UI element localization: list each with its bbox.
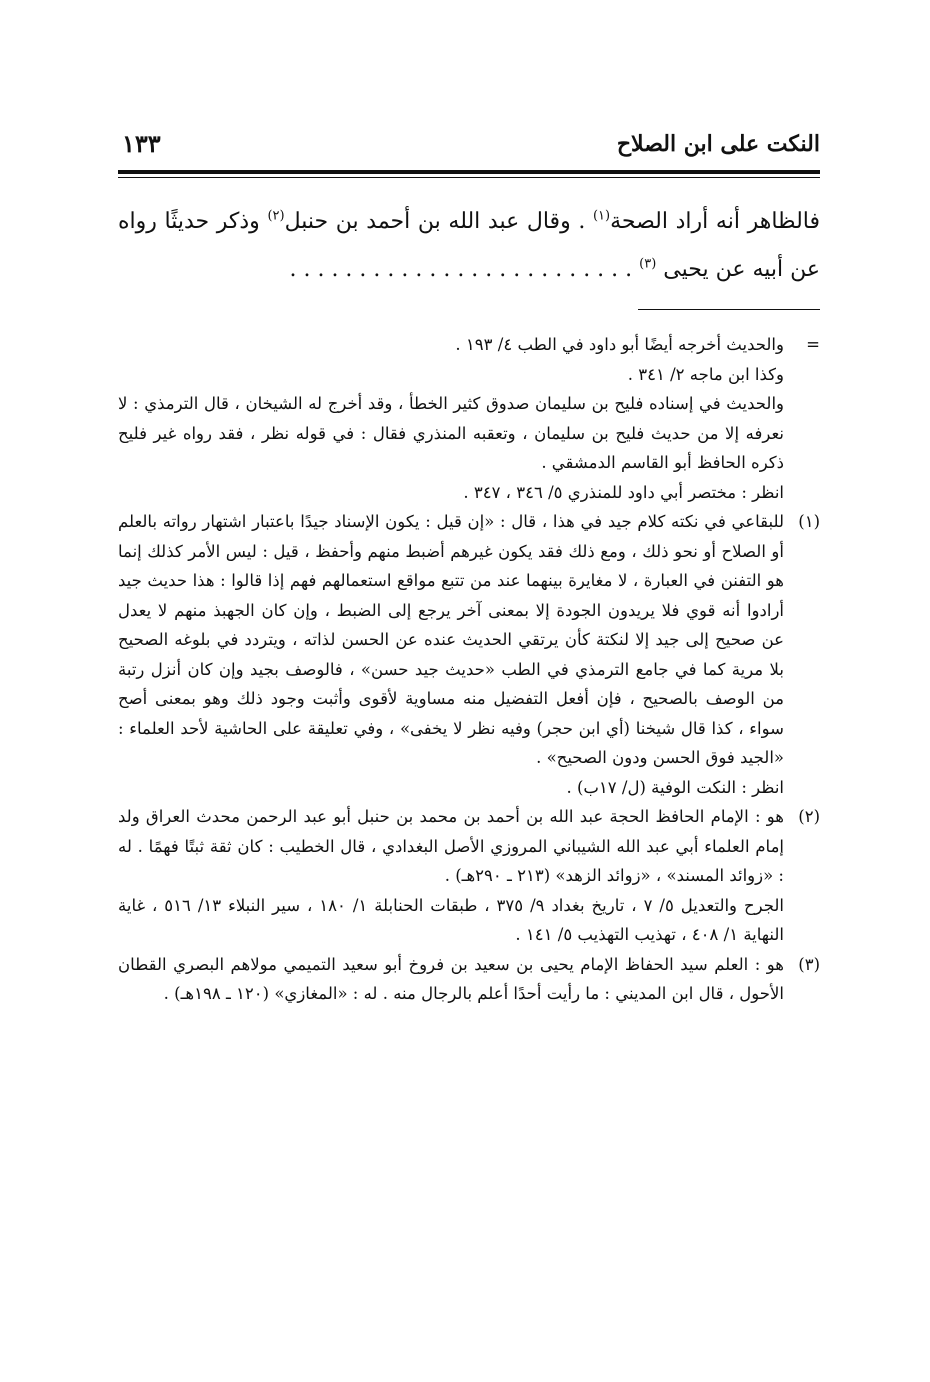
footnote-2-marker: (٢) [798,807,820,826]
footnote-separator [638,309,820,310]
footnote-continued [118,330,820,507]
page-number: ١٣٣ [122,129,161,158]
footnote-ref-3[interactable]: (٣) [639,256,657,272]
footnote-1 [118,507,820,802]
footnote-3 [118,950,820,1009]
footnote-line: الجرح والتعديل ٥/ ٧ ، تاريخ بغداد ٩/ ٣٧٥ ، طبقات الحنابلة ١/ ١٨٠ ، سير النبلاء ١٣/ ٥١٦ ، غاية النهاية ١/ ٤٠٨ ، تهذيب التهذيب ٥/ ١٤١ . [118,895,784,944]
header-rule-thick [118,170,820,174]
footnotes [118,330,820,1009]
footnote-line: انظر : النكت الوفية (ل/ ١٧ب) . [566,777,784,797]
page-header [118,128,820,164]
footnote-line: هو : الإمام الحافظ الحجة عبد الله بن أحمد بن محمد بن حنبل أبو عبد الرحمن محدث العراق ولد إمام العلماء أبي عبد الله الشيباني المروزي الأصل البغدادي ، قال الخطيب : كان ثقة ثبتًا فهمًا . له : «زوائد المسند» ، «زوائد الزهد» (٢١٣ ـ ٢٩٠هـ) . [118,807,784,885]
main-text-segment-2: . وقال عبد الله بن أحمد بن حنبل [284,209,593,234]
footnote-line: هو : العلم سيد الحفاظ الإمام يحيى بن سعيد بن فروخ أبو سعيد التميمي مولاهم البصري القطان الأحول ، قال ابن المديني : ما رأيت أحدًا أعلم بالرجال منه . له : «المغازي» (١٢٠ ـ ١٩٨هـ) . [118,954,784,1003]
header-rule-thin [118,177,820,178]
footnote-line: والحديث أخرجه أيضًا أبو داود في الطب ٤/ ١٩٣ . [455,335,784,354]
footnote-ref-2[interactable]: (٢) [267,208,285,224]
footnote-line: انظر : مختصر أبي داود للمنذري ٥/ ٣٤٦ ، ٣٤٧ . [463,482,784,502]
ellipsis-dots: . . . . . . . . . . . . . . . . . . . . . . . . . [289,257,633,282]
running-title: النكت على ابن الصلاح [616,131,820,157]
footnote-2 [118,802,820,950]
footnote-3-marker: (٣) [798,954,820,974]
continuation-marker: = [806,335,820,354]
main-text [118,198,820,294]
footnote-ref-1[interactable]: (١) [592,208,611,224]
main-text-segment-3: وذكر حديثًا رواه عن أبيه عن يحيى [118,209,820,282]
footnote-line: للبقاعي في نكته كلام جيد في هذا ، قال : «إن قيل : يكون الإسناد جيدًا باعتبار اشتهار رواته بالعلم أو الصلاح أو نحو ذلك ، ومع ذلك فقد يكون غيرهم أضبط منهم وأحفظ ، قيل : ليس الأمر كذلك إنما هو التفنن في العبارة ، لا مغايرة بينهما عند من تتبع مواقع استعمالهم فهم إذا قالوا : هذا حديث جيد أرادوا أنه قوي فلا يريدون الجودة إلا بمعنى آخر يرجع إلى الضبط ، وإن كان الجهبذ منهم لا يعدل عن صحيح إلى جيد إلا لنكتة كأن يرتقي الحديث عنده عن الحسن لذاته ، ويتردد في بلوغه الصحيح بلا مرية كما في جامع الترمذي في الطب «حديث جيد حسن» ، فالوصف بجيد وإن كان أنزل رتبة من الوصف بالصحيح ، فإن أفعل التفضيل منه مساوية لأقوى وأثبت وجود ذلك وهو بمعنى أصح سواء ، كذا قال شيخنا (أي ابن حجر) وفيه نظر لا يخفى» ، وفي تعليقة على الحاشية لأحد العلماء : «الجيد فوق الحسن ودون الصحيح» . [118,512,784,767]
main-paragraph [118,198,820,294]
footnote-line: وكذا ابن ماجه ٢/ ٣٤١ . [627,364,784,384]
footnote-1-marker: (١) [798,512,820,531]
main-text-segment-1: فالظاهر أنه أراد الصحة [610,209,820,234]
footnote-line: والحديث في إسناده فليح بن سليمان صدوق كثير الخطأ ، وقد أخرج له الشيخان ، قال الترمذي : لا نعرفه إلا من حديث فليح بن سليمان ، وتعقبه المنذري فقال : في قوله نظر ، فقد رواه غير فليح ذكره الحافظ أبو القاسم الدمشقي . [118,394,784,472]
